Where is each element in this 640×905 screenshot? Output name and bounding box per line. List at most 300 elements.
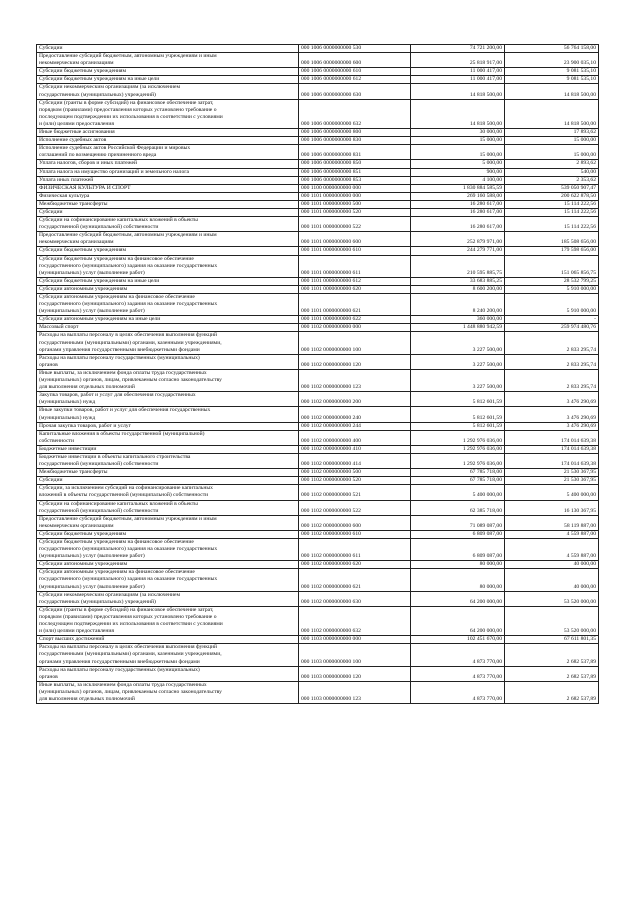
row-name-cell xyxy=(37,515,299,530)
table-row xyxy=(37,176,599,184)
table-row xyxy=(37,644,599,666)
row-executed-amount-text: 174 014 639,38 xyxy=(561,437,596,444)
row-name-cell xyxy=(37,84,299,99)
row-name-text: Субсидии бюджетным учреждениям xyxy=(39,530,127,537)
row-executed-amount-text: 2 353,62 xyxy=(576,176,596,183)
row-name-cell xyxy=(37,469,299,477)
table-row xyxy=(37,515,599,530)
row-name-text: Субсидии автономным учреждениям на иные цели xyxy=(39,316,161,323)
row-code-cell xyxy=(299,84,411,99)
row-name-cell xyxy=(37,636,299,644)
row-approved-amount-cell xyxy=(411,176,505,184)
row-executed-amount-cell xyxy=(505,200,599,208)
row-approved-amount-cell xyxy=(411,200,505,208)
row-executed-amount-text: - xyxy=(594,316,596,323)
row-name-cell xyxy=(37,316,299,324)
row-executed-amount-cell xyxy=(505,453,599,468)
row-name-text: Субсидии бюджетным учреждениям на иные цели xyxy=(39,277,160,284)
row-name-cell xyxy=(37,99,299,128)
row-approved-amount-cell xyxy=(411,145,505,160)
row-executed-amount-text: 5 400 000,00 xyxy=(566,492,596,499)
row-name-text: Субсидии автономным учреждениям xyxy=(39,285,128,292)
row-approved-amount-text: 67 785 718,00 xyxy=(469,469,502,476)
row-code-cell xyxy=(299,561,411,569)
row-name-cell xyxy=(37,606,299,635)
row-executed-amount-text: 15 000,00 xyxy=(573,137,596,144)
table-row xyxy=(37,168,599,176)
table-row xyxy=(37,99,599,128)
row-name-text: Субсидии автономным учреждениям на финансовое обеспечение государственного (муниципального) задания на оказание государственных (муниципальных) услуг (выполнение работ) xyxy=(39,569,218,590)
table-row xyxy=(37,591,599,606)
row-executed-amount-text: 5 910 000,00 xyxy=(566,308,596,315)
row-name-cell xyxy=(37,477,299,485)
row-name-text: Субсидии автономным учреждениям xyxy=(39,561,128,568)
row-executed-amount-cell xyxy=(505,53,599,68)
row-executed-amount-text: 15 114 222,56 xyxy=(564,200,596,207)
row-name-text: Субсидии некоммерческим организациям (за исключением государственных (муниципальных) учреждений) xyxy=(39,591,181,605)
row-approved-amount-cell xyxy=(411,324,505,332)
row-name-cell xyxy=(37,192,299,200)
row-executed-amount-cell xyxy=(505,45,599,53)
table-row xyxy=(37,84,599,99)
row-executed-amount-text: 40 000,00 xyxy=(573,561,596,568)
row-approved-amount-cell xyxy=(411,392,505,407)
row-executed-amount-cell xyxy=(505,217,599,232)
row-code-cell xyxy=(299,500,411,515)
table-row xyxy=(37,53,599,68)
row-name-text: Прочая закупка товаров, работ и услуг xyxy=(39,422,131,429)
row-code-cell xyxy=(299,666,411,681)
row-approved-amount-cell xyxy=(411,285,505,293)
row-name-cell xyxy=(37,569,299,591)
table-row xyxy=(37,606,599,635)
row-approved-amount-text: 16 280 617,00 xyxy=(469,224,502,231)
row-executed-amount-text: 3 476 290,69 xyxy=(566,414,596,421)
row-code-cell xyxy=(299,430,411,445)
row-executed-amount-text: 67 611 801,35 xyxy=(564,636,596,643)
row-approved-amount-cell xyxy=(411,68,505,76)
row-executed-amount-cell xyxy=(505,247,599,255)
row-executed-amount-text: 2 682 537,89 xyxy=(566,695,596,702)
row-approved-amount-cell xyxy=(411,477,505,485)
row-executed-amount-text: 53 520 000,00 xyxy=(563,628,596,635)
row-executed-amount-cell xyxy=(505,160,599,168)
row-executed-amount-cell xyxy=(505,666,599,681)
row-approved-amount-text: 6 809 087,00 xyxy=(472,530,502,537)
row-name-text: Субсидии бюджетным учреждениям на финансовое обеспечение государственного (муниципального) задания на оказание государственных (муниципальных) услуг (выполнение работ) xyxy=(39,539,218,560)
row-approved-amount-text: 210 595 885,75 xyxy=(467,269,502,276)
table-row xyxy=(37,192,599,200)
row-code-text: 000 1102 0000000000 120 xyxy=(301,361,361,368)
row-code-cell xyxy=(299,324,411,332)
table-row xyxy=(37,430,599,445)
table-row xyxy=(37,681,599,703)
row-executed-amount-text: 16 130 367,95 xyxy=(563,507,596,514)
row-code-text: 000 1101 0000000000 621 xyxy=(301,308,361,315)
row-executed-amount-text: 2 833 295,74 xyxy=(566,384,596,391)
row-name-text: Иные закупки товаров, работ и услуг для обеспечения государственных (муниципальных) нужд xyxy=(39,407,211,421)
row-approved-amount-text: 244 279 771,00 xyxy=(467,247,502,254)
row-executed-amount-text: 15 114 222,56 xyxy=(564,224,596,231)
row-approved-amount-text: 3 227 500,00 xyxy=(472,346,502,353)
table-row xyxy=(37,232,599,247)
row-code-text: 000 1102 0000000000 610 xyxy=(301,530,361,537)
row-executed-amount-text: 15 114 222,56 xyxy=(564,208,596,215)
row-code-cell xyxy=(299,200,411,208)
row-executed-amount-cell xyxy=(505,285,599,293)
row-executed-amount-cell xyxy=(505,354,599,369)
row-name-text: Иные бюджетные ассигнования xyxy=(39,129,115,136)
row-approved-amount-cell xyxy=(411,430,505,445)
row-code-text: 000 1006 0000000000 830 xyxy=(301,137,362,144)
row-code-text: 000 1102 0000000000 240 xyxy=(301,414,361,421)
row-executed-amount-text: 21 530 367,95 xyxy=(563,477,596,484)
row-approved-amount-text: 4 873 770,00 xyxy=(472,658,502,665)
row-executed-amount-text: 5 910 000,00 xyxy=(566,285,596,292)
row-code-cell xyxy=(299,247,411,255)
row-name-cell xyxy=(37,200,299,208)
row-executed-amount-cell xyxy=(505,369,599,391)
row-code-cell xyxy=(299,76,411,84)
row-approved-amount-cell xyxy=(411,137,505,145)
row-executed-amount-cell xyxy=(505,445,599,453)
row-code-text: 000 1006 0000000000 610 xyxy=(301,68,362,75)
row-code-cell xyxy=(299,332,411,354)
row-executed-amount-cell xyxy=(505,644,599,666)
row-name-text: Спорт высших достижений xyxy=(39,636,105,643)
row-name-text: Субсидии, за исключением субсидий на софинансирование капитальных вложений в объекты государственной (муниципальной) собственности xyxy=(39,485,213,499)
row-name-cell xyxy=(37,485,299,500)
row-code-text: 000 1102 0000000000 520 xyxy=(301,477,361,484)
row-approved-amount-text: 15 000,00 xyxy=(479,152,502,159)
row-approved-amount-text: 62 385 718,00 xyxy=(469,507,502,514)
row-code-cell xyxy=(299,99,411,128)
row-name-text: Субсидии xyxy=(39,208,63,215)
row-name-text: Расходы на выплаты персоналу государственных (муниципальных) органов xyxy=(39,666,200,680)
row-code-text: 000 1102 0000000000 410 xyxy=(301,445,361,452)
row-code-text: 000 1102 0000000000 414 xyxy=(301,461,361,468)
row-approved-amount-text: 1 830 884 585,59 xyxy=(462,184,502,191)
row-approved-amount-text: 16 280 617,00 xyxy=(469,208,502,215)
row-executed-amount-cell xyxy=(505,184,599,192)
row-executed-amount-cell xyxy=(505,422,599,430)
row-code-text: 000 1006 0000000000 600 xyxy=(301,60,362,67)
row-code-text: 000 1101 0000000000 611 xyxy=(301,269,361,276)
row-name-text: Субсидии автономным учреждениям на финансовое обеспечение государственного (муниципального) задания на оказание государственных (муниципальных) услуг (выполнение работ) xyxy=(39,294,218,315)
row-name-text: Межбюджетные трансферты xyxy=(39,469,108,476)
row-code-text: 000 1101 0000000000 600 xyxy=(301,239,361,246)
row-code-text: 000 1102 0000000000 000 xyxy=(301,324,361,331)
table-row xyxy=(37,200,599,208)
row-code-text: 000 1006 0000000000 831 xyxy=(301,152,362,159)
row-name-cell xyxy=(37,68,299,76)
table-row xyxy=(37,255,599,277)
row-name-text: Иные выплаты, за исключением фонда оплаты труда государственных (муниципальных) органов, лицам, привлекаемым согласно законодательству для выполнения отдельных полномочий xyxy=(39,369,222,391)
row-executed-amount-text: 17 893,62 xyxy=(573,129,596,136)
row-executed-amount-cell xyxy=(505,515,599,530)
row-name-text: Субсидии на софинансирование капитальных вложений в объекты государственной (муниципальной) собственности xyxy=(39,500,198,514)
row-executed-amount-cell xyxy=(505,137,599,145)
row-name-cell xyxy=(37,324,299,332)
row-executed-amount-text: 14 818 500,00 xyxy=(563,91,596,98)
row-code-text: 000 1102 0000000000 600 xyxy=(301,522,361,529)
row-code-cell xyxy=(299,277,411,285)
table-row xyxy=(37,129,599,137)
row-name-cell xyxy=(37,591,299,606)
row-name-cell xyxy=(37,294,299,316)
row-code-cell xyxy=(299,208,411,216)
row-name-cell xyxy=(37,45,299,53)
row-code-cell xyxy=(299,232,411,247)
row-approved-amount-text: 252 879 971,00 xyxy=(467,239,502,246)
row-approved-amount-text: 269 160 588,00 xyxy=(467,192,502,199)
row-code-text: 000 1101 0000000000 522 xyxy=(301,224,361,231)
row-code-cell xyxy=(299,68,411,76)
row-name-cell xyxy=(37,247,299,255)
row-executed-amount-text: 259 974 480,76 xyxy=(561,324,596,331)
row-approved-amount-text: 16 280 617,00 xyxy=(469,200,502,207)
row-approved-amount-text: 6 809 087,00 xyxy=(472,553,502,560)
row-executed-amount-cell xyxy=(505,636,599,644)
row-approved-amount-cell xyxy=(411,168,505,176)
row-code-text: 000 1101 0000000000 620 xyxy=(301,285,361,292)
table-row xyxy=(37,485,599,500)
row-name-cell xyxy=(37,208,299,216)
row-approved-amount-text: 80 000,00 xyxy=(479,561,502,568)
table-body xyxy=(37,45,599,704)
table-row xyxy=(37,45,599,53)
row-executed-amount-cell xyxy=(505,76,599,84)
row-executed-amount-text: 2 833 295,74 xyxy=(566,346,596,353)
row-name-text: Субсидии бюджетным учреждениям xyxy=(39,68,127,75)
row-code-text: 000 1102 0000000000 400 xyxy=(301,437,361,444)
row-approved-amount-cell xyxy=(411,681,505,703)
row-code-cell xyxy=(299,422,411,430)
row-code-text: 000 1006 0000000000 850 xyxy=(301,160,362,167)
row-code-text: 000 1006 0000000000 612 xyxy=(301,76,362,83)
row-executed-amount-cell xyxy=(505,168,599,176)
table-row xyxy=(37,316,599,324)
table-row xyxy=(37,137,599,145)
row-name-cell xyxy=(37,184,299,192)
row-code-text: 000 1102 0000000000 244 xyxy=(301,422,361,429)
row-name-text: Предоставление субсидий бюджетным, автономным учреждениям и иным некоммерческим организациям xyxy=(39,515,217,529)
row-name-text: Субсидии бюджетным учреждениям на иные цели xyxy=(39,76,160,83)
row-approved-amount-cell xyxy=(411,530,505,538)
row-approved-amount-text: 1 292 976 036,00 xyxy=(462,437,502,444)
row-executed-amount-text: 2 682 537,89 xyxy=(566,658,596,665)
row-approved-amount-text: 64 200 000,00 xyxy=(469,628,502,635)
row-name-cell xyxy=(37,232,299,247)
row-approved-amount-cell xyxy=(411,332,505,354)
row-approved-amount-text: 5 000,00 xyxy=(482,160,502,167)
table-row xyxy=(37,145,599,160)
row-executed-amount-cell xyxy=(505,407,599,422)
row-code-text: 000 1006 0000000000 851 xyxy=(301,168,362,175)
row-code-cell xyxy=(299,606,411,635)
row-code-text: 000 1103 0000000000 000 xyxy=(301,636,361,643)
row-name-text: Субсидии бюджетным учреждениям на финансовое обеспечение государственного (муниципального) задания на оказание государственных (муниципальных) услуг (выполнение работ) xyxy=(39,255,218,276)
row-approved-amount-text: 15 000,00 xyxy=(479,137,502,144)
row-approved-amount-cell xyxy=(411,407,505,422)
table-row xyxy=(37,285,599,293)
row-code-text: 000 1103 0000000000 120 xyxy=(301,673,361,680)
row-approved-amount-cell xyxy=(411,247,505,255)
row-executed-amount-cell xyxy=(505,145,599,160)
row-approved-amount-cell xyxy=(411,569,505,591)
row-executed-amount-text: 21 530 367,95 xyxy=(563,469,596,476)
row-code-cell xyxy=(299,192,411,200)
row-approved-amount-text: 4 100,00 xyxy=(482,176,502,183)
row-name-cell xyxy=(37,354,299,369)
row-approved-amount-cell xyxy=(411,453,505,468)
row-approved-amount-cell xyxy=(411,591,505,606)
row-approved-amount-text: 360 000,00 xyxy=(476,316,502,323)
table-row xyxy=(37,407,599,422)
row-executed-amount-text: 185 508 656,00 xyxy=(561,239,596,246)
row-executed-amount-text: 174 014 639,38 xyxy=(561,461,596,468)
row-code-cell xyxy=(299,285,411,293)
row-name-text: Бюджетные инвестиции в объекты капитального строительства государственной (муниципальной) собственности xyxy=(39,453,191,468)
row-executed-amount-text: 179 598 656,00 xyxy=(561,247,596,254)
table-row xyxy=(37,500,599,515)
row-name-cell xyxy=(37,217,299,232)
row-approved-amount-cell xyxy=(411,84,505,99)
row-code-text: 000 1006 0000000000 800 xyxy=(301,129,362,136)
row-code-cell xyxy=(299,539,411,561)
row-executed-amount-text: 3 476 290,69 xyxy=(566,422,596,429)
row-approved-amount-cell xyxy=(411,76,505,84)
row-code-cell xyxy=(299,477,411,485)
row-approved-amount-text: 14 818 500,00 xyxy=(469,120,502,127)
row-name-text: Субсидии (гранты в форме субсидий) на финансовое обеспечение затрат, порядком (правилами) предоставления которых установлено требование о последующем подтверждении их использования в соответствии с условиями и (или) целями предоставления xyxy=(39,606,223,635)
row-code-text: 000 1102 0000000000 611 xyxy=(301,553,361,560)
row-approved-amount-text: 67 785 718,00 xyxy=(469,477,502,484)
row-code-cell xyxy=(299,392,411,407)
row-code-text: 000 1102 0000000000 630 xyxy=(301,598,361,605)
row-name-text: Иные выплаты, за исключением фонда оплаты труда государственных (муниципальных) органов, лицам, привлекаемым согласно законодательству для выполнения отдельных полномочий xyxy=(39,681,222,702)
row-name-cell xyxy=(37,176,299,184)
row-approved-amount-text: 3 227 500,00 xyxy=(472,384,502,391)
row-approved-amount-text: 5 812 601,59 xyxy=(472,422,502,429)
row-code-text: 000 1103 0000000000 100 xyxy=(301,658,361,665)
table-row xyxy=(37,477,599,485)
row-name-text: Массовый спорт xyxy=(39,324,79,331)
row-approved-amount-text: 5 400 000,00 xyxy=(472,492,502,499)
row-name-cell xyxy=(37,561,299,569)
row-name-cell xyxy=(37,445,299,453)
row-approved-amount-cell xyxy=(411,217,505,232)
row-code-cell xyxy=(299,168,411,176)
row-approved-amount-cell xyxy=(411,354,505,369)
row-executed-amount-cell xyxy=(505,84,599,99)
row-executed-amount-cell xyxy=(505,99,599,128)
row-code-text: 000 1101 0000000000 000 xyxy=(301,192,361,199)
row-approved-amount-cell xyxy=(411,53,505,68)
row-code-cell xyxy=(299,469,411,477)
row-approved-amount-cell xyxy=(411,45,505,53)
row-code-text: 000 1100 0000000000 000 xyxy=(301,184,361,191)
row-name-cell xyxy=(37,255,299,277)
row-code-text: 000 1102 0000000000 620 xyxy=(301,561,361,568)
row-approved-amount-text: 11 000 417,00 xyxy=(470,68,502,75)
row-executed-amount-text: 4 559 887,00 xyxy=(566,553,596,560)
table-row xyxy=(37,561,599,569)
row-executed-amount-cell xyxy=(505,606,599,635)
row-code-cell xyxy=(299,530,411,538)
row-code-cell xyxy=(299,515,411,530)
row-code-cell xyxy=(299,129,411,137)
budget-execution-table xyxy=(36,44,599,704)
row-approved-amount-text: 5 812 601,59 xyxy=(472,414,502,421)
row-name-text: Субсидии xyxy=(39,45,63,51)
row-executed-amount-cell xyxy=(505,332,599,354)
table-row xyxy=(37,68,599,76)
row-executed-amount-cell xyxy=(505,277,599,285)
table-row xyxy=(37,369,599,391)
table-row xyxy=(37,160,599,168)
row-executed-amount-cell xyxy=(505,485,599,500)
table-row xyxy=(37,666,599,681)
row-approved-amount-text: 71 089 087,00 xyxy=(469,522,502,529)
table-row xyxy=(37,530,599,538)
row-name-text: Исполнение судебных актов xyxy=(39,137,107,144)
row-name-cell xyxy=(37,430,299,445)
row-executed-amount-text: 56 764 158,00 xyxy=(563,45,596,51)
row-code-text: 000 1101 0000000000 622 xyxy=(301,316,361,323)
row-executed-amount-text: 3 476 290,69 xyxy=(566,399,596,406)
row-code-text: 000 1102 0000000000 100 xyxy=(301,346,361,353)
row-name-cell xyxy=(37,145,299,160)
row-approved-amount-cell xyxy=(411,500,505,515)
row-code-cell xyxy=(299,217,411,232)
row-name-cell xyxy=(37,137,299,145)
row-name-cell xyxy=(37,392,299,407)
row-executed-amount-text: 2 833 295,74 xyxy=(566,361,596,368)
row-name-text: ФИЗИЧЕСКАЯ КУЛЬТУРА И СПОРТ xyxy=(39,184,131,191)
row-executed-amount-cell xyxy=(505,255,599,277)
row-name-text: Уплата налога на имущество организаций и земельного налога xyxy=(39,168,190,175)
table-row xyxy=(37,445,599,453)
row-code-cell xyxy=(299,591,411,606)
row-executed-amount-cell xyxy=(505,539,599,561)
row-name-text: Предоставление субсидий бюджетным, автономным учреждениям и иным некоммерческим организациям xyxy=(39,232,217,246)
table-row xyxy=(37,332,599,354)
row-name-text: Бюджетные инвестиции xyxy=(39,445,97,452)
row-code-cell xyxy=(299,354,411,369)
table-row xyxy=(37,247,599,255)
row-code-cell xyxy=(299,145,411,160)
row-approved-amount-cell xyxy=(411,606,505,635)
row-name-text: Субсидии бюджетным учреждениям xyxy=(39,247,127,254)
row-name-text: Закупка товаров, работ и услуг для обеспечения государственных (муниципальных) нужд xyxy=(39,392,196,406)
row-executed-amount-cell xyxy=(505,591,599,606)
row-code-text: 000 1103 0000000000 123 xyxy=(301,695,361,702)
row-code-text: 000 1102 0000000000 621 xyxy=(301,583,361,590)
row-executed-amount-text: 200 622 878,50 xyxy=(561,192,596,199)
row-executed-amount-text: 4 559 887,00 xyxy=(566,530,596,537)
row-name-cell xyxy=(37,500,299,515)
row-name-text: Субсидии xyxy=(39,477,63,484)
row-approved-amount-text: 1 292 976 036,00 xyxy=(462,445,502,452)
row-code-cell xyxy=(299,176,411,184)
row-code-text: 000 1102 0000000000 522 xyxy=(301,507,361,514)
row-code-text: 000 1101 0000000000 612 xyxy=(301,277,361,284)
table-row xyxy=(37,184,599,192)
row-approved-amount-cell xyxy=(411,561,505,569)
row-code-cell xyxy=(299,45,411,53)
row-name-cell xyxy=(37,168,299,176)
